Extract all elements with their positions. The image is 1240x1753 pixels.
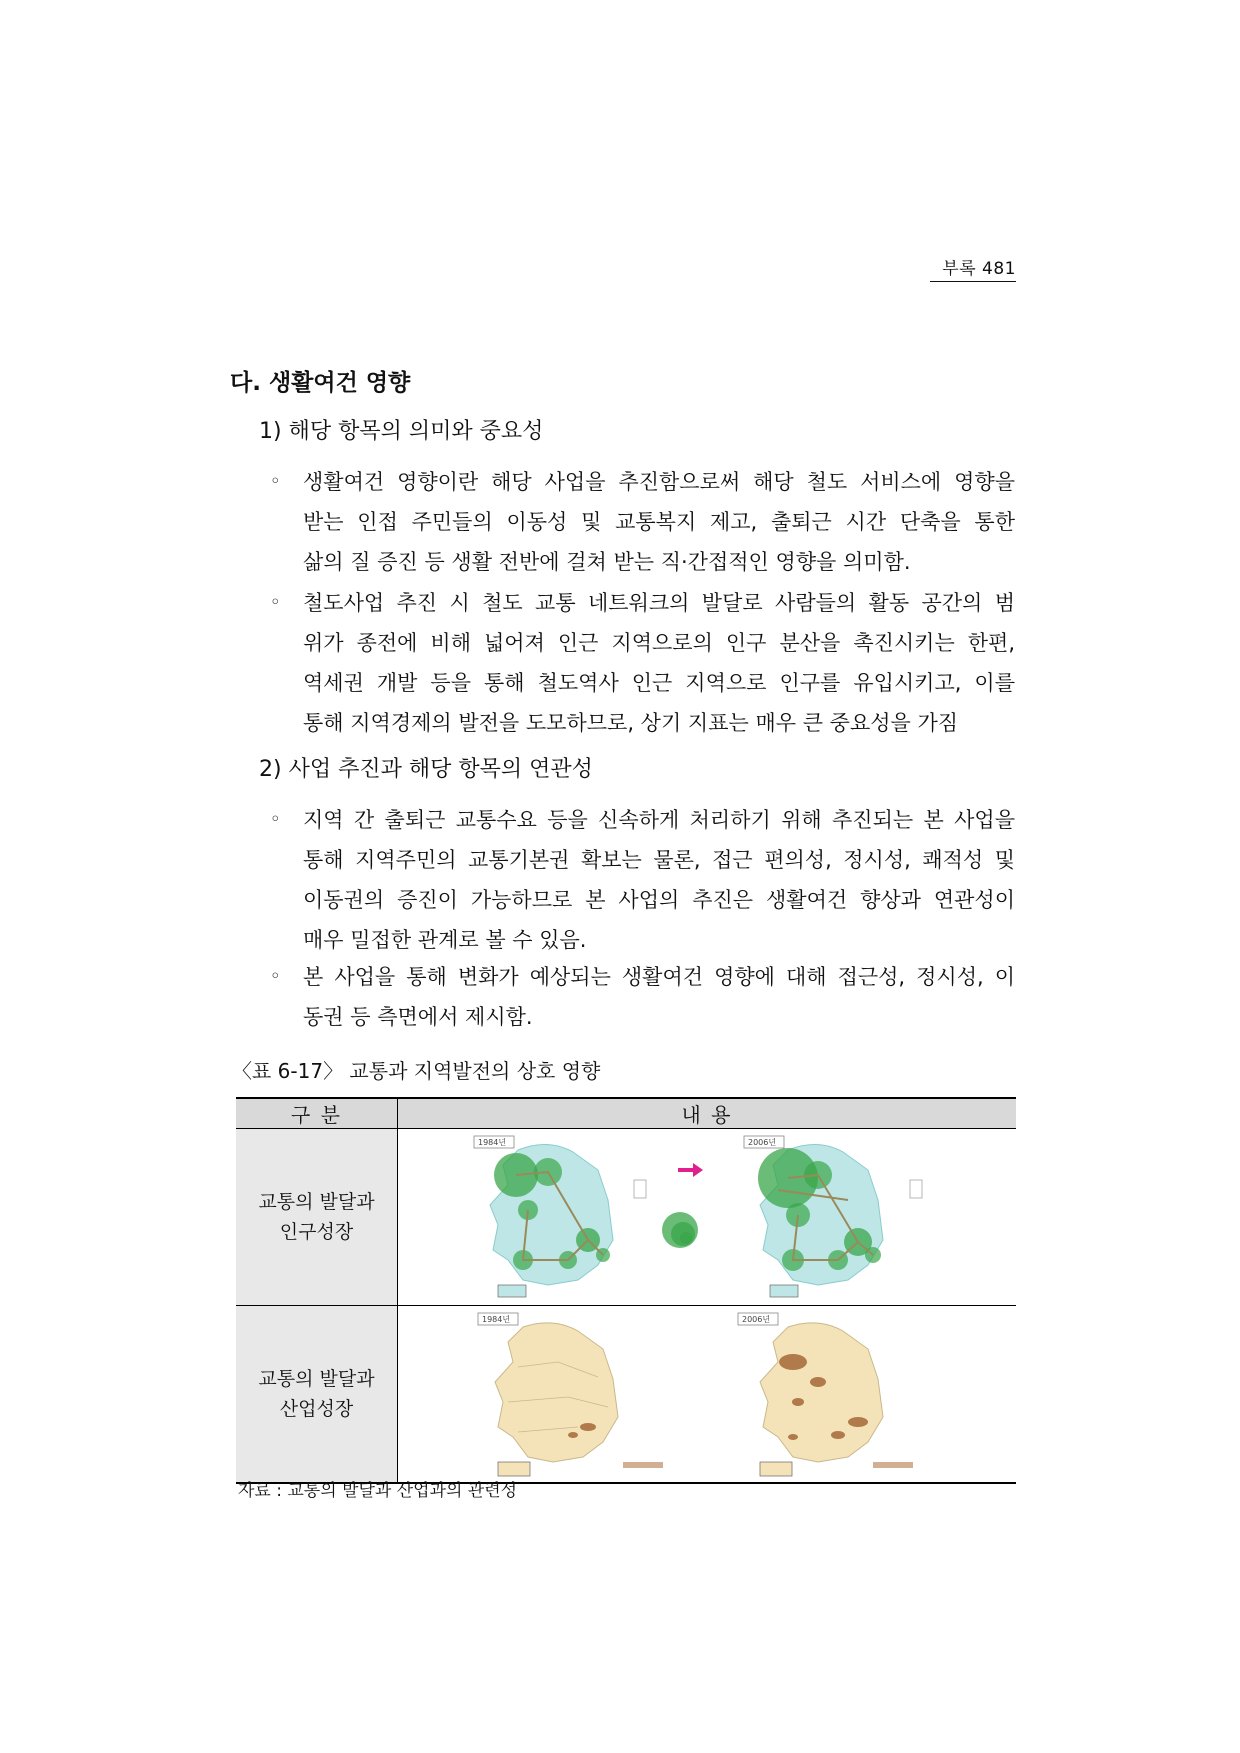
row-label-line: 교통의 발달과 xyxy=(258,1191,375,1213)
table-row xyxy=(236,1306,1016,1484)
bullet-line: 동권 등 측면에서 제시함. xyxy=(303,1005,533,1029)
bullet-3 xyxy=(270,800,1015,960)
bullet-mark: ◦ xyxy=(270,471,281,492)
map-year-label: 2006년 xyxy=(748,1138,777,1147)
bullet-4 xyxy=(270,957,1015,1037)
table-row xyxy=(236,1129,1016,1306)
row-label-population xyxy=(236,1129,398,1306)
population-maps-svg xyxy=(398,1130,1016,1304)
bullet-line: 삶의 질 증진 등 생활 전반에 걸쳐 받는 직·간접적인 영향을 의미함. xyxy=(303,550,911,574)
bullet-2 xyxy=(270,583,1015,743)
row-label-industry xyxy=(236,1306,398,1484)
arrow-and-legend xyxy=(662,1163,703,1248)
map-1984-industry xyxy=(478,1313,663,1476)
bullet-line: 이동권의 증진이 가능하므로 본 사업의 추진은 생활여건 향상과 연관성이 xyxy=(303,888,1015,912)
header-category: 구 분 xyxy=(236,1098,398,1129)
row-label-line: 교통의 발달과 xyxy=(258,1368,375,1390)
impact-table xyxy=(236,1097,1016,1484)
bullet-line: 위가 종전에 비해 넓어져 인근 지역으로의 인구 분산을 촉진시키는 한편, xyxy=(303,631,1015,655)
bullet-line: 철도사업 추진 시 철도 교통 네트워크의 발달로 사람들의 활동 공간의 범 xyxy=(303,591,1015,615)
subsection-title-1: 1) 해당 항목의 의미와 중요성 xyxy=(259,419,544,444)
source-note: 자료 : 교통의 발달과 산업과의 관련성 xyxy=(238,1481,518,1501)
bullet-line: 매우 밀접한 관계로 볼 수 있음. xyxy=(303,928,587,952)
row-label-line: 인구성장 xyxy=(279,1221,354,1243)
map-2006-industry xyxy=(738,1313,913,1476)
bullet-mark: ◦ xyxy=(270,809,281,830)
bullet-line: 지역 간 출퇴근 교통수요 등을 신속하게 처리하기 위해 추진되는 본 사업을 xyxy=(303,808,1015,832)
population-maps-figure xyxy=(398,1129,1017,1306)
industry-maps-figure xyxy=(398,1306,1017,1484)
map-2006-population xyxy=(744,1136,922,1297)
bullet-1 xyxy=(270,462,1015,582)
section-title: 다. 생활여건 영향 xyxy=(230,370,411,396)
map-year-label: 1984년 xyxy=(478,1138,507,1147)
bullet-line: 생활여건 영향이란 해당 사업을 추진함으로써 해당 철도 서비스에 영향을 xyxy=(303,470,1015,494)
bullet-line: 통해 지역경제의 발전을 도모하므로, 상기 지표는 매우 큰 중요성을 가짐 xyxy=(303,711,959,735)
map-1984-population xyxy=(474,1136,646,1297)
bullet-mark: ◦ xyxy=(270,966,281,987)
bullet-line: 받는 인접 주민들의 이동성 및 교통복지 제고, 출퇴근 시간 단축을 통한 xyxy=(303,510,1015,534)
table-caption: 〈표 6-17〉 교통과 지역발전의 상호 영향 xyxy=(232,1059,601,1083)
header-content: 내 용 xyxy=(398,1098,1017,1129)
bullet-line: 본 사업을 통해 변화가 예상되는 생활여건 영향에 대해 접근성, 정시성, 이 xyxy=(303,965,1015,989)
map-year-label: 2006년 xyxy=(742,1315,771,1324)
running-head: 부록 481 xyxy=(930,254,1016,282)
map-year-label: 1984년 xyxy=(482,1315,511,1324)
subsection-title-2: 2) 사업 추진과 해당 항목의 연관성 xyxy=(259,757,593,782)
row-label-line: 산업성장 xyxy=(279,1398,354,1420)
table-header-row xyxy=(236,1098,1016,1129)
industry-maps-svg xyxy=(398,1307,1016,1481)
bullet-line: 역세권 개발 등을 통해 철도역사 인근 지역으로 인구를 유입시키고, 이를 xyxy=(303,671,1015,695)
bullet-mark: ◦ xyxy=(270,592,281,613)
bullet-line: 통해 지역주민의 교통기본권 확보는 물론, 접근 편의성, 정시성, 쾌적성 및 xyxy=(303,848,1015,872)
arrow-right-icon xyxy=(678,1163,703,1177)
